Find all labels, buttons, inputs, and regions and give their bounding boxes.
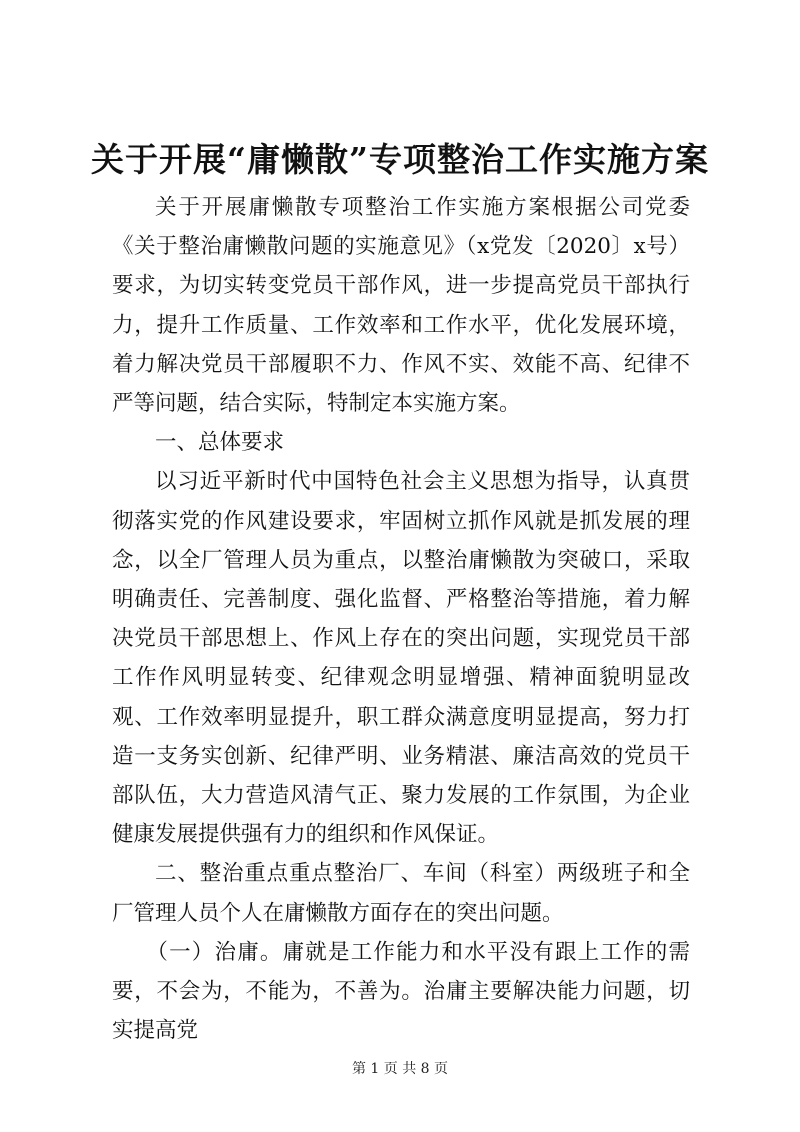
document-body [112,188,690,1050]
document-title: 关于开展“庸懒散”专项整治工作实施方案 [91,140,709,179]
paragraph-treat-mediocrity: （一）治庸。庸就是工作能力和水平没有跟上工作的需要，不会为，不能为，不善为。治庸主要解决能力问题，切实提高党 [112,939,690,1044]
section-heading-rectification-focus: 二、整治重点重点整治厂、车间（科室）两级班子和全厂管理人员个人在庸懒散方面存在的突出问题。 [112,861,690,926]
page-footer: 第 1 页 共 8 页 [351,1061,449,1077]
paragraph-general-requirements: 以习近平新时代中国特色社会主义思想为指导，认真贯彻落实党的作风建设要求，牢固树立抓作风就是抓发展的理念，以全厂管理人员为重点，以整治庸懒散为突破口，采取明确责任、完善制度、强化监督、严格整治等措施，着力解决党员干部思想上、作风上存在的突出问题，实现党员干部工作作风明显转变、纪律观念明显增强、精神面貌明显改观、工作效率明显提升，职工群众满意度明显提高，努力打造一支务实创新、纪律严明、业务精湛、廉洁高效的党员干部队伍，大力营造风清气正、聚力发展的工作氛围，为企业健康发展提供强有力的组织和作风保证。 [112,469,690,848]
paragraph-intro: 关于开展庸懒散专项整治工作实施方案根据公司党委《关于整治庸懒散问题的实施意见》（x党发〔2020〕x号）要求，为切实转变党员干部作风，进一步提高党员干部执行力，提升工作质量、工作效率和工作水平，优化发展环境，着力解决党员干部履职不力、作风不实、效能不高、纪律不严等问题，结合实际，特制定本实施方案。 [112,195,690,417]
section-heading-general-requirements: 一、总体要求 [155,430,285,456]
